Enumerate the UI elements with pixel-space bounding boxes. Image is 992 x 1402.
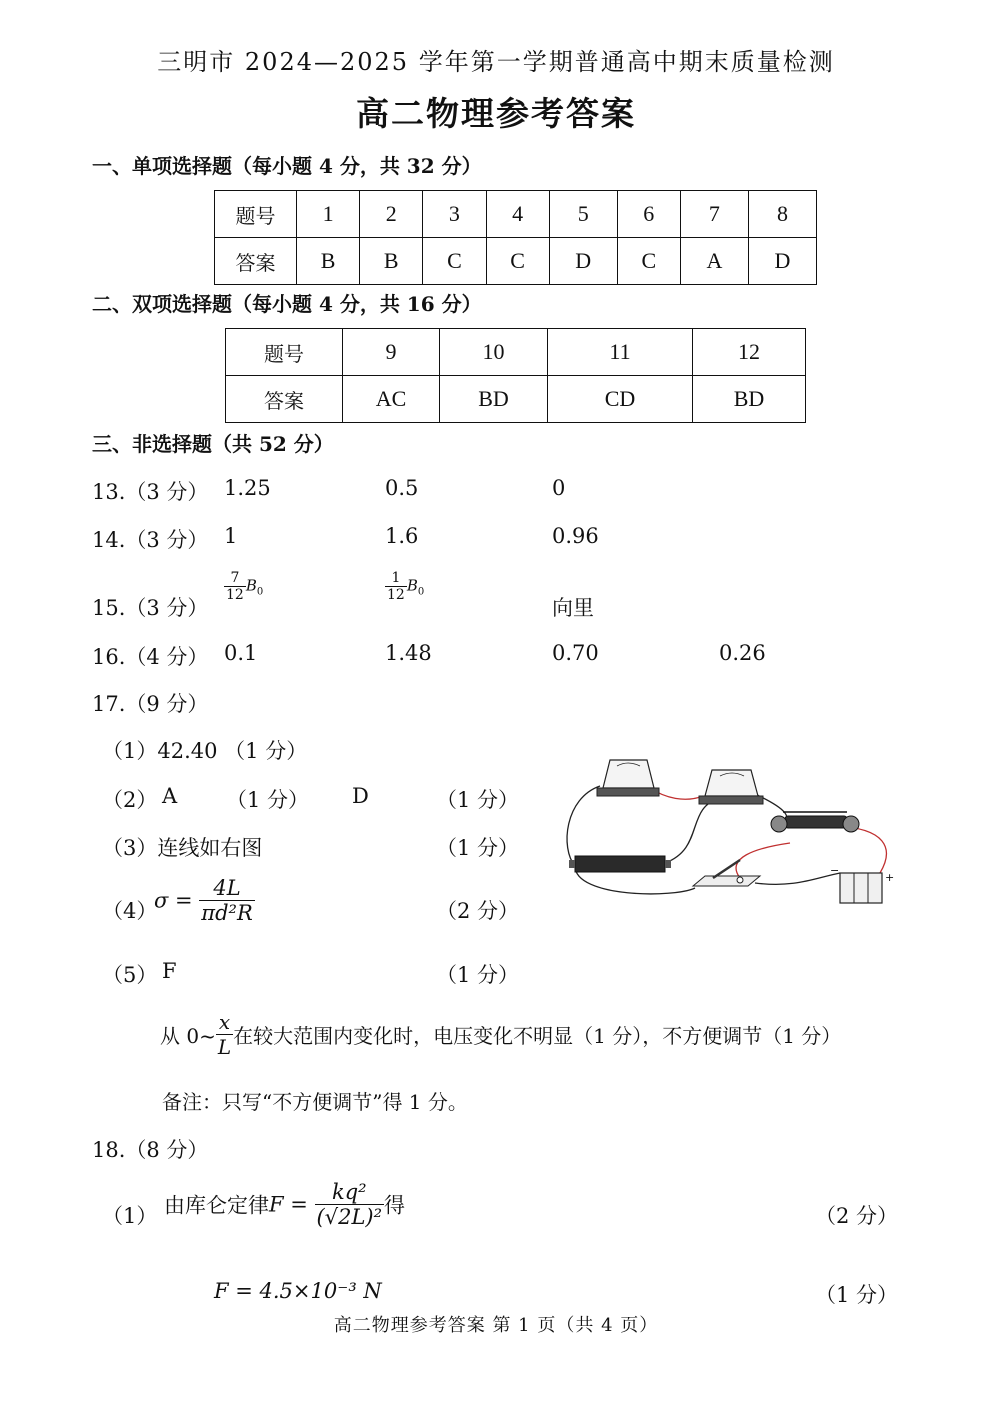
question-number: 12 xyxy=(693,329,806,376)
single-choice-table xyxy=(214,190,817,285)
q14-label: 14.（3 分） xyxy=(92,528,209,552)
q17-part2-answer-b: D xyxy=(352,784,369,808)
section3-heading: 三、非选择题（共 52 分） xyxy=(92,432,334,456)
q14-answer-2: 1.6 xyxy=(385,524,419,548)
q16-answer-1: 0.1 xyxy=(224,641,258,665)
double-choice-table xyxy=(225,328,806,423)
q14-answer-1: 1 xyxy=(224,524,238,548)
q17-part3: （3）连线如右图 xyxy=(102,836,263,860)
answer-cell: C xyxy=(486,238,549,285)
fraction: $\frac{x}{L}$ xyxy=(217,1010,232,1059)
answer-cell: AC xyxy=(343,376,440,423)
table-row xyxy=(215,238,817,285)
answer-cell: C xyxy=(617,238,680,285)
rheostat-icon xyxy=(771,812,859,832)
q17-part3-score: （1 分） xyxy=(436,836,520,860)
q14-answer-3: 0.96 xyxy=(552,524,599,548)
switch-icon xyxy=(693,860,760,886)
q17-explanation: 从 0~ $\frac{x}{L}$ 在较大范围内变化时，电压变化不明显（1 分），不方便调节（1 分） xyxy=(160,1010,842,1059)
q15-answer-1: $\frac{7}{12}$ $B_0$ xyxy=(226,570,264,603)
q17-part2-label: （2） xyxy=(102,788,158,812)
q18-part1-label: （1） xyxy=(102,1204,158,1228)
q17-part4-score: （2 分） xyxy=(436,899,520,923)
voltmeter-icon xyxy=(699,770,763,804)
q16-answer-2: 1.48 xyxy=(385,641,432,665)
q17-part5-answer: F xyxy=(162,959,177,983)
q17-part4-formula: σ = $\frac{4L}{\text{πd²R}}$ xyxy=(154,876,253,925)
section1-heading: 一、单项选择题（每小题 4 分，共 32 分） xyxy=(92,154,482,178)
row-label-question: 题号 xyxy=(226,329,343,376)
battery-icon xyxy=(830,864,894,903)
q17-part5-score: （1 分） xyxy=(436,963,520,987)
answer-cell: A xyxy=(680,238,748,285)
q17-part5-label: （5） xyxy=(102,963,158,987)
row-label-answer: 答案 xyxy=(226,376,343,423)
answer-cell: B xyxy=(360,238,423,285)
q15-label: 15.（3 分） xyxy=(92,596,209,620)
fraction: $\frac{\text{kq²}}{\text{(√2L)²}}$ xyxy=(316,1180,383,1229)
page-footer: 高二物理参考答案 第 1 页（共 4 页） xyxy=(333,1315,659,1336)
q17-label: 17.（9 分） xyxy=(92,692,209,716)
table-row xyxy=(226,376,806,423)
q18-label: 18.（8 分） xyxy=(92,1138,209,1162)
question-number: 7 xyxy=(680,191,748,238)
q17-part1: （1）42.40 （1 分） xyxy=(102,739,308,763)
answer-cell: D xyxy=(748,238,816,285)
answer-cell: BD xyxy=(693,376,806,423)
fraction: $\frac{4L}{\text{πd²R}}$ xyxy=(201,876,253,925)
resistor-icon xyxy=(569,856,671,872)
q17-note: 备注：只写“不方便调节”得 1 分。 xyxy=(162,1090,468,1114)
question-number: 6 xyxy=(617,191,680,238)
question-number: 2 xyxy=(360,191,423,238)
q17-part2-answer-a: A xyxy=(162,784,178,808)
q18-part1-score: （2 分） xyxy=(815,1204,899,1228)
q13-answer-2: 0.5 xyxy=(385,476,419,500)
fraction: $\frac{7}{12}$ xyxy=(226,570,244,603)
q16-answer-3: 0.70 xyxy=(552,641,599,665)
q15-answer-3: 向里 xyxy=(552,596,594,620)
ammeter-icon xyxy=(597,760,659,796)
section2-heading: 二、双项选择题（每小题 4 分，共 16 分） xyxy=(92,292,482,316)
q18-part1-result: F = 4.5×10⁻³ N xyxy=(214,1279,382,1303)
question-number: 1 xyxy=(297,191,360,238)
svg-text:+: + xyxy=(885,871,895,884)
q16-label: 16.（4 分） xyxy=(92,645,209,669)
row-label-question: 题号 xyxy=(215,191,297,238)
fraction: $\frac{1}{12}$ xyxy=(387,570,405,603)
q18-part1-formula: 由库仑定律F = $\frac{\text{kq²}}{\text{(√2L)²}}$ 得 xyxy=(164,1180,406,1229)
q17-part2-score-2: （1 分） xyxy=(436,788,520,812)
q17-part2-score-1: （1 分） xyxy=(226,788,310,812)
table-row xyxy=(215,191,817,238)
row-label-answer: 答案 xyxy=(215,238,297,285)
question-number: 10 xyxy=(440,329,548,376)
svg-text:−: − xyxy=(830,864,840,877)
question-number: 5 xyxy=(549,191,617,238)
answer-cell: CD xyxy=(548,376,693,423)
question-number: 11 xyxy=(548,329,693,376)
q13-answer-1: 1.25 xyxy=(224,476,271,500)
q18-part1-result-score: （1 分） xyxy=(815,1283,899,1307)
question-number: 3 xyxy=(423,191,486,238)
document-title: 三明市 2024—2025 学年第一学期普通高中期末质量检测 xyxy=(157,48,835,76)
answer-cell: C xyxy=(423,238,486,285)
table-row xyxy=(226,329,806,376)
circuit-diagram xyxy=(555,748,905,916)
question-number: 8 xyxy=(748,191,816,238)
q13-answer-3: 0 xyxy=(552,476,566,500)
q15-answer-2: $\frac{1}{12}$ $B_0$ xyxy=(387,570,425,603)
question-number: 9 xyxy=(343,329,440,376)
document-subtitle: 高二物理参考答案 xyxy=(356,94,636,133)
q17-part4-label: （4） xyxy=(102,899,158,923)
question-number: 4 xyxy=(486,191,549,238)
q16-answer-4: 0.26 xyxy=(719,641,766,665)
answer-cell: BD xyxy=(440,376,548,423)
answer-cell: D xyxy=(549,238,617,285)
answer-cell: B xyxy=(297,238,360,285)
q13-label: 13.（3 分） xyxy=(92,480,209,504)
